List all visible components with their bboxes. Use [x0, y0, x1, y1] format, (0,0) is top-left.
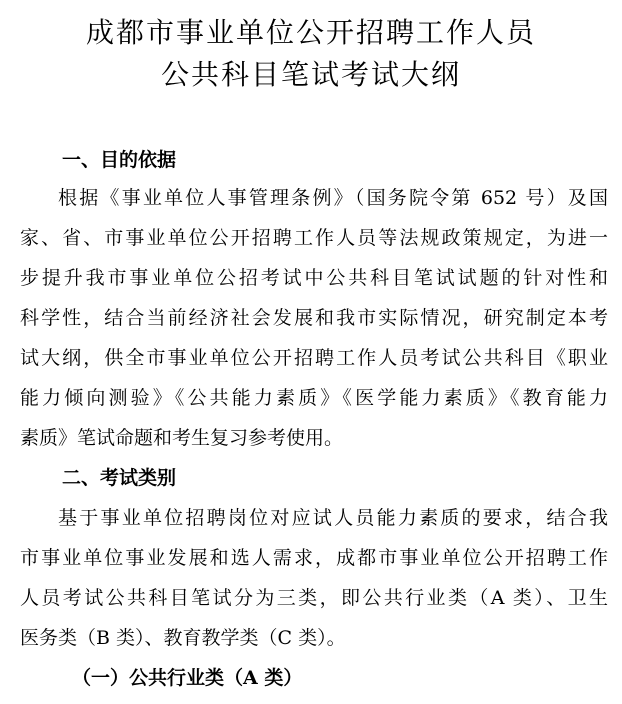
paragraph-line: 家、省、市事业单位公开招聘工作人员等法规政策规定，为进一 — [20, 227, 608, 249]
paragraph-line: 能力倾向测验》《公共能力素质》《医学能力素质》《教育能力 — [20, 387, 608, 409]
section-heading-exam-category: 二、考试类别 — [62, 467, 177, 489]
paragraph-line: 根据《事业单位人事管理条例》（国务院令第 652 号）及国 — [58, 187, 608, 209]
document-title-line-1: 成都市事业单位公开招聘工作人员 — [85, 16, 536, 49]
paragraph-line: 科学性，结合当前经济社会发展和我市实际情况，研究制定本考 — [20, 307, 608, 329]
paragraph-line: 基于事业单位招聘岗位对应试人员能力素质的要求，结合我 — [58, 507, 608, 529]
paragraph-line: 素质》笔试命题和考生复习参考使用。 — [20, 427, 344, 449]
paragraph-line: 步提升我市事业单位公招考试中公共科目笔试试题的针对性和 — [20, 267, 608, 289]
document-title-line-2: 公共科目笔试考试大纲 — [160, 58, 461, 91]
section-heading-purpose: 一、目的依据 — [62, 149, 177, 171]
paragraph-line: 试大纲，供全市事业单位公开招聘工作人员考试公共科目《职业 — [20, 347, 608, 369]
paragraph-line: 市事业单位事业发展和选人需求，成都市事业单位公开招聘工作 — [20, 547, 608, 569]
paragraph-line: 人员考试公共科目笔试分为三类，即公共行业类（A 类）、卫生 — [20, 587, 608, 609]
subsection-heading-public-industry: （一）公共行业类（A 类） — [72, 667, 303, 689]
paragraph-line: 医务类（B 类）、教育教学类（C 类）。 — [20, 627, 346, 649]
